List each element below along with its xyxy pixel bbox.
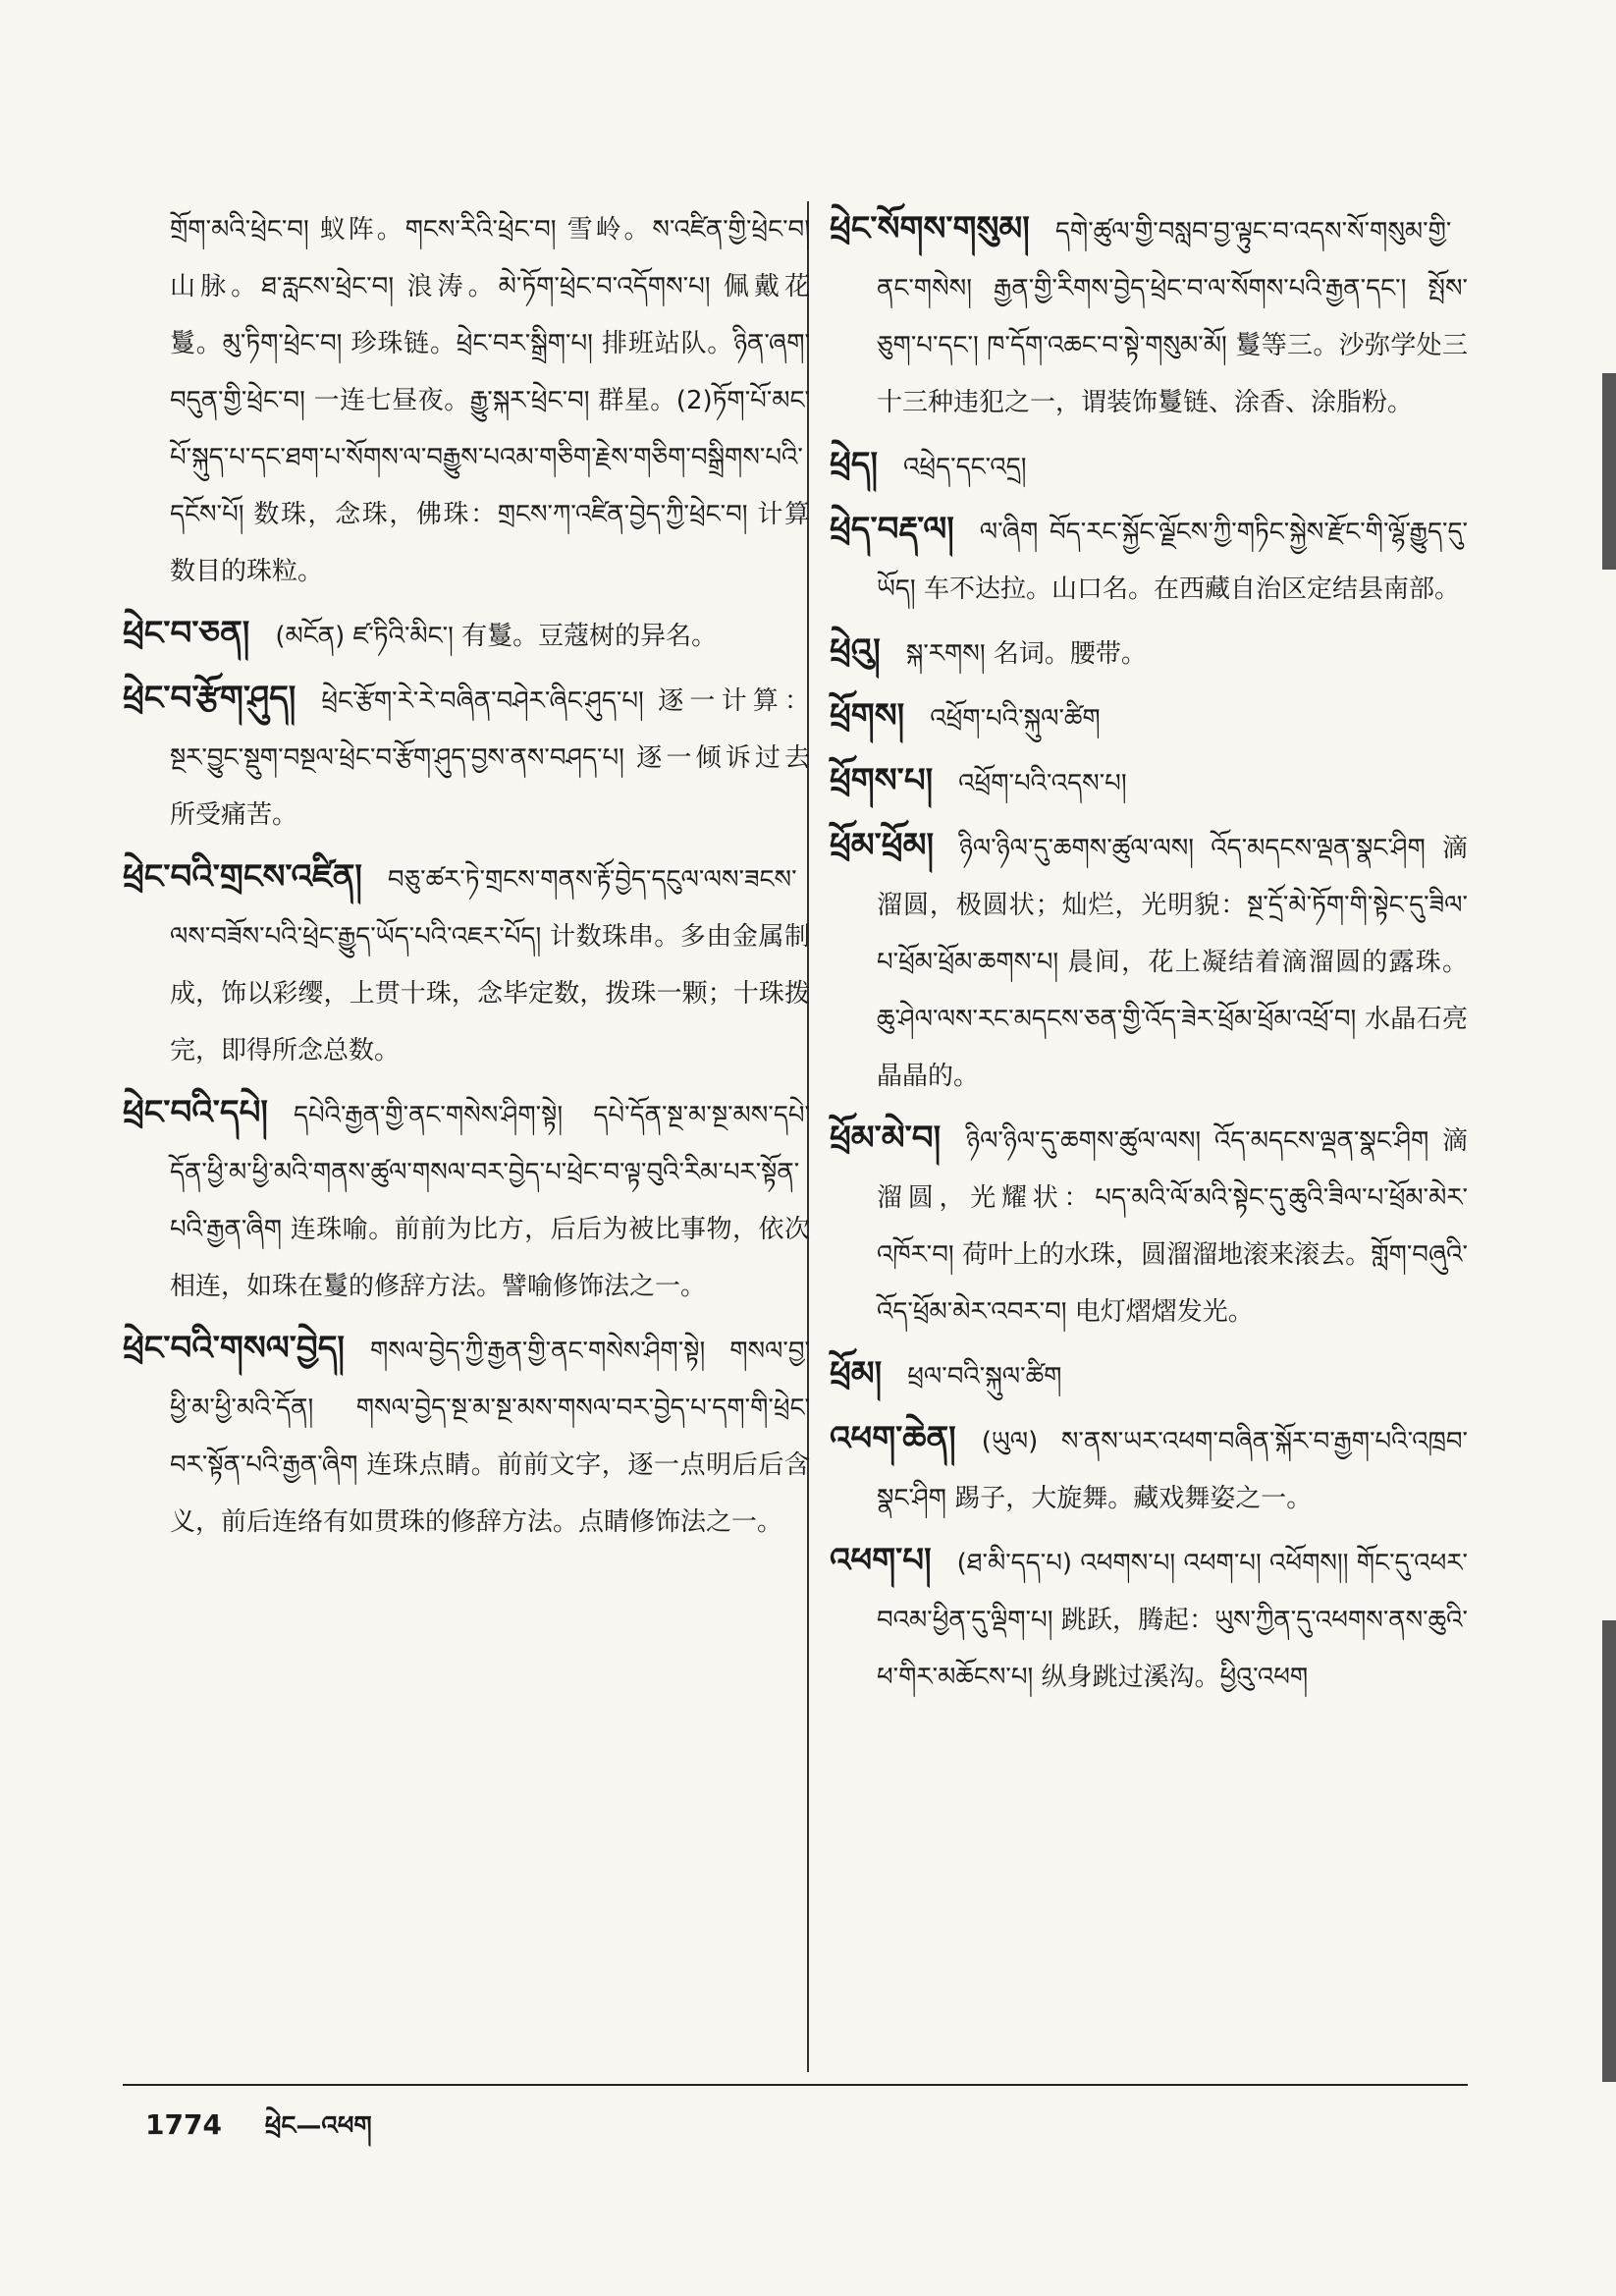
dictionary-entry	[830, 437, 1468, 496]
entry-headword: ཕྲོགས་པ།	[830, 761, 934, 800]
entry-text: བཅུ་ཚར་ཏེ་གྲངས་གནས་རྟོ་བྱེད་དངུལ་ལས་ཟངས་ལས་བཟོས་པའི་ཕྲེང་རྒྱུད་ཡོད་པའི་འཇར་པོད། 计数珠串。多由金属制成，饰以彩缨，上贯十珠，念毕定数，拨珠一颗；十珠拨完，即得所念总数。	[170, 865, 810, 1066]
scan-edge-mark	[1602, 1620, 1616, 2082]
dictionary-entry	[830, 502, 1468, 618]
dictionary-entry	[830, 753, 1468, 812]
footer-rule	[123, 2084, 1468, 2086]
entry-headword: ཕྲེད།	[830, 445, 879, 484]
entry-text: (ཐ་མི་དད་པ) འཕགས་པ། འཕག་པ། འཕོགས།། གོང་དུ་འཕར་བའམ་ཕྱིན་དུ་ལྡིག་པ། 跳跃，腾起：ཡུས་ཀྱིན་དུ་འཕགས་ནས་ཆུའི་ཕ་གིར་མཆོངས་པ། 纵身跳过溪沟。ཕྱིའུ་འཕག	[877, 1549, 1468, 1692]
dictionary-entry	[830, 688, 1468, 747]
dictionary-entry	[123, 1321, 810, 1551]
page-range: ཕྲེང—འཕག	[264, 2111, 372, 2141]
dictionary-entry	[830, 1111, 1468, 1340]
entry-headword: ཕྲེའུ།	[830, 631, 881, 671]
page-number: 1774	[145, 2108, 222, 2141]
dictionary-entry	[123, 606, 810, 665]
entry-text: གསལ་བྱེད་ཀྱི་རྒྱན་གྱི་ནང་གསེས་ཤིག་སྟེ། གསལ་བྱ་ཕྱི་མ་ཕྱི་མའི་དོན། གསལ་བྱེད་སྔ་མ་སྔ་མས་གསལ་བར་བྱེད་པ་དག་གི་ཕྲེང་བར་སྟོན་པའི་རྒྱན་ཞིག 连珠点睛。前前文字，逐一点明后后含义，前后连络有如贯珠的修辞方法。点睛修饰法之一。	[170, 1337, 810, 1537]
entry-text: ཕྲལ་བའི་སྐུལ་ཚིག	[907, 1362, 1062, 1392]
left-column	[123, 201, 810, 1557]
entry-text: ཉིལ་ཉིལ་དུ་ཆགས་ཚུལ་ལས། འོད་མདངས་ལྡན་སྣང་ཤིག 滴溜圆，光耀状：པད་མའི་ལོ་མའི་སྟེང་དུ་ཆུའི་ཟིལ་པ་ཕྲོམ་མེར་འཁོར་བ། 荷叶上的水珠，圆溜溜地滚来滚去。གློག་བཞུའི་འོད་ཕྲོམ་མེར་འབར་བ། 电灯熠熠发光。	[877, 1126, 1468, 1327]
dictionary-entry	[830, 818, 1468, 1105]
entry-text: གྲོག་མའི་ཕྲེང་བ། 蚁阵。གངས་རིའི་ཕྲེང་བ། 雪岭。ས་འཛིན་གྱི་ཕྲེང་བ། 山脉。ཐ་རླངས་ཕྲེང་བ། 浪涛。མེ་ཏོག་ཕྲེང་བ་འདོགས་པ། 佩戴花鬘。མུ་ཏིག་ཕྲེང་བ། 珍珠链。ཕྲེང་བར་སྒྲིག་པ། 排班站队。ཉིན་ཞག་བདུན་གྱི་ཕྲེང་བ། 一连七昼夜。རྒྱུ་སྐར་ཕྲེང་བ། 群星。(2)ཏོག་པོ་མང་པོ་སྐུད་པ་དང་ཐག་པ་སོགས་ལ་བརྒྱུས་པའམ་གཅིག་རྗེས་གཅིག་བསྒྲིགས་པའི་དངོས་པོ། 数珠，念珠，佛珠：གྲངས་ཀ་འཛིན་བྱེད་ཀྱི་ཕྲེང་བ། 计算数目的珠粒。	[170, 215, 810, 586]
entry-headword: ཕྲེད་བརྡ་ལ།	[830, 510, 954, 549]
entry-headword: ཕྲེང་བ་རྩོག་ཤུད།	[123, 679, 296, 718]
entry-headword: འཕག་ཆེན།	[830, 1419, 956, 1458]
dictionary-entry	[830, 1346, 1468, 1405]
page-footer	[145, 2098, 372, 2169]
entry-text: (ཡུལ) ས་ནས་ཡར་འཕག་བཞིན་སྐོར་བ་རྒྱག་པའི་འཁྲབ་སྣང་ཤིག 踢子，大旋舞。藏戏舞姿之一。	[877, 1427, 1468, 1513]
entry-text: ཉིལ་ཉིལ་དུ་ཆགས་ཚུལ་ལས། འོད་མདངས་ལྡན་སྣང་ཤིག 滴溜圆，极圆状；灿烂，光明貌：སྔ་དྲོ་མེ་ཏོག་གི་སྟེང་དུ་ཟིལ་པ་ཕྲོམ་ཕྲོམ་ཆགས་པ། 晨间，花上凝结着滴溜圆的露珠。ཆུ་ཤེལ་ལས་རང་མདངས་ཅན་གྱི་འོད་ཟེར་ཕྲོམ་ཕྲོམ་འཕྲོ་བ། 水晶石亮晶晶的。	[877, 834, 1468, 1091]
dictionary-entry	[830, 201, 1468, 431]
entry-headword: ཕྲེང་བའི་གསལ་བྱེད།	[123, 1329, 345, 1368]
entry-headword: ཕྲེང་བའི་དཔེ།	[123, 1093, 268, 1132]
entry-text: དཔེའི་རྒྱན་གྱི་ནང་གསེས་ཤིག་སྟེ། དཔེ་དོན་སྔ་མ་སྔ་མས་དཔེ་དོན་ཕྱི་མ་ཕྱི་མའི་གནས་ཚུལ་གསལ་བར་བྱེད་པ་ཕྲེང་བ་ལྟ་བུའི་རིམ་པར་སྟོན་པའི་རྒྱན་ཞིག 连珠喻。前前为比方，后后为被比事物，依次相连，如珠在鬘的修辞方法。譬喻修饰法之一。	[170, 1101, 810, 1301]
entry-headword: ཕྲོམ།	[830, 1354, 883, 1394]
entry-headword: ཕྲོམ་མེ་བ།	[830, 1119, 942, 1158]
entry-text: འཕྲེད་དང་འདྲ།	[903, 453, 1027, 482]
dictionary-entry	[830, 1533, 1468, 1706]
scan-edge-mark	[1602, 373, 1616, 570]
entry-text: སྐ་རགས། 名词。腰带。	[905, 639, 1147, 669]
entry-headword: ཕྲོགས།	[830, 696, 905, 736]
entry-headword: ཕྲོམ་ཕྲོམ།	[830, 826, 935, 865]
dictionary-entry	[830, 1411, 1468, 1527]
right-column	[830, 201, 1468, 1712]
dictionary-entry	[830, 624, 1468, 683]
entry-text: (མངོན) ཛ་ཏིའི་མིང་། 有鬘。豆蔻树的异名。	[275, 622, 718, 651]
dictionary-entry	[123, 671, 810, 844]
entry-text: ལ་ཞིག བོད་རང་སྐྱོང་ལྗོངས་ཀྱི་གཏིང་སྐྱེས་རྫོང་གི་ལྷོ་རྒྱུད་དུ་ཡོད། 车不达拉。山口名。在西藏自治区定结县南部。	[877, 518, 1468, 604]
entry-headword: ཕྲེང་བ་ཅན།	[123, 614, 250, 653]
entry-text: འཕྲོག་པའི་སྐུལ་ཚིག	[930, 704, 1101, 734]
entry-text: ཕྲེང་རྩོག་རེ་རེ་བཞིན་བཤེར་ཞིང་ཤུད་པ། 逐一计算：སྔར་བྱུང་སྡུག་བསྔལ་ཕྲེང་བ་རྩོག་ཤུད་བྱས་ནས་བཤད་པ། 逐一倾诉过去所受痛苦。	[170, 686, 810, 830]
entry-headword: འཕག་པ།	[830, 1541, 932, 1580]
dictionary-entry	[123, 849, 810, 1079]
dictionary-entry	[123, 1085, 810, 1315]
entry-headword: ཕྲེང་བའི་གྲངས་འཛིན།	[123, 857, 362, 897]
entry-headword: ཕྲེང་སོགས་གསུམ།	[830, 209, 1030, 248]
entry-text: འཕྲོག་པའི་འདས་པ།	[958, 769, 1127, 798]
dictionary-entry	[123, 201, 810, 600]
entry-text: དགེ་ཚུལ་གྱི་བསླབ་བྱ་ལྟུང་བ་འདས་སོ་གསུམ་གྱི་ནང་གསེས། རྒྱན་གྱི་རིགས་བྱེད་ཕྲེང་བ་ལ་སོགས་པའི་རྒྱན་དང་། སྤོས་ཅུག་པ་དང་། ཁ་དོག་འཆང་བ་སྟེ་གསུམ་མོ། 鬘等三。沙弥学处三十三种违犯之一，谓装饰鬘链、涂香、涂脂粉。	[877, 217, 1468, 417]
